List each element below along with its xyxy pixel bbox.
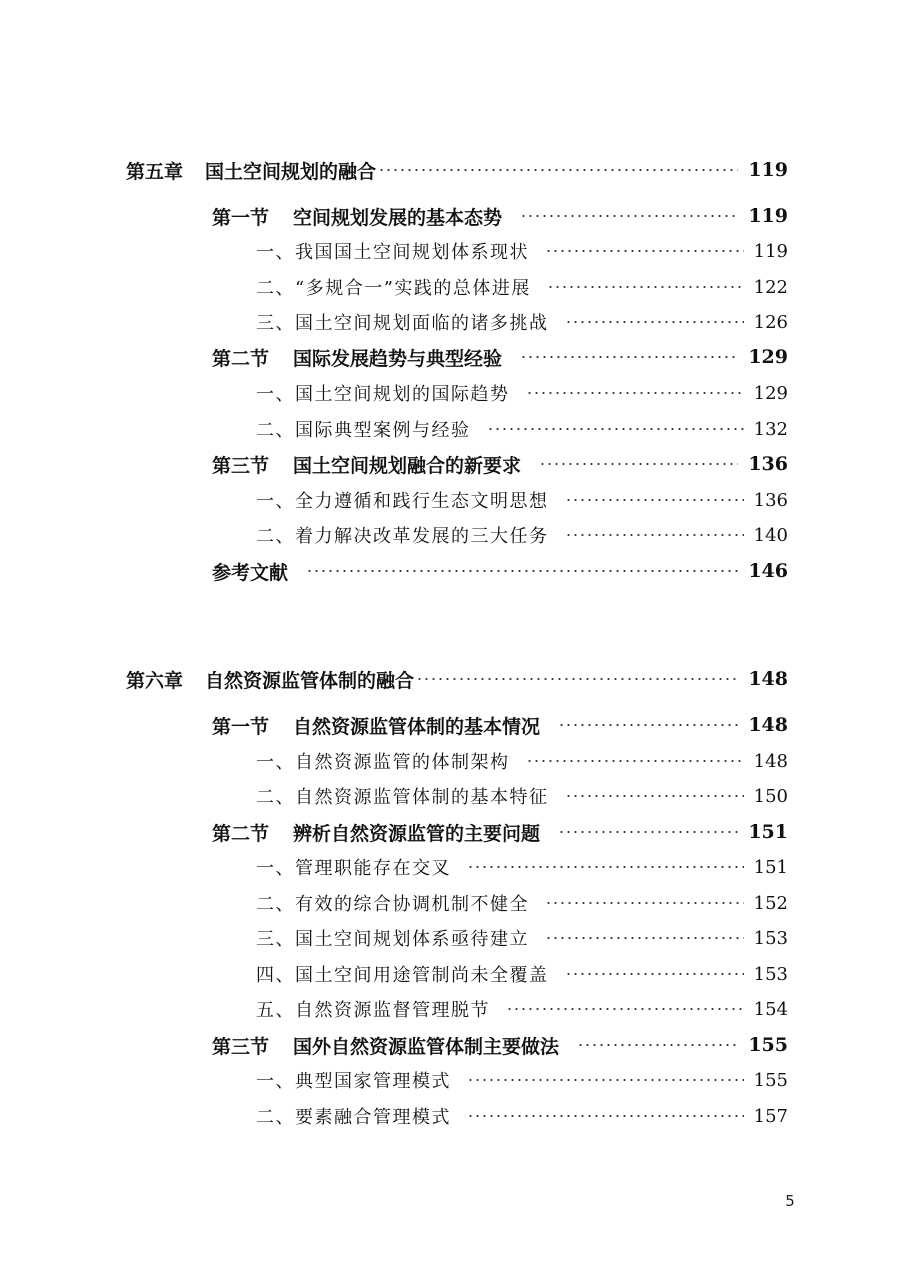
subsection-title: 三、国土空间规划面临的诸多挑战 [256, 313, 549, 334]
page-ref: 136 [753, 489, 788, 511]
dot-leader [565, 795, 744, 797]
subsection-entry[interactable] [256, 414, 788, 444]
references-title: 参考文献 [212, 561, 289, 584]
dot-leader [487, 428, 744, 430]
dot-leader [520, 215, 738, 217]
subsection-title: 三、国土空间规划体系亟待建立 [256, 929, 529, 950]
subsection-entry[interactable] [256, 994, 788, 1024]
dot-leader [545, 250, 744, 252]
subsection-title: 二、自然资源监管体制的基本特征 [256, 787, 549, 808]
dot-leader [545, 937, 744, 939]
dot-leader [416, 678, 738, 680]
section-entry-6-1[interactable] [212, 710, 788, 740]
section-entry-5-3[interactable] [212, 449, 788, 479]
dot-leader [577, 1044, 738, 1046]
page-ref: 119 [753, 240, 788, 262]
page-ref: 119 [748, 205, 788, 227]
page-ref: 146 [748, 560, 788, 582]
dot-leader [526, 760, 744, 762]
section-number: 第三节 [212, 1035, 270, 1058]
dot-leader [539, 463, 738, 465]
dot-leader [526, 392, 744, 394]
page-ref: 148 [748, 714, 788, 736]
subsection-title: 一、管理职能存在交叉 [256, 858, 451, 879]
subsection-entry[interactable] [256, 1065, 788, 1095]
page-ref: 155 [753, 1069, 788, 1091]
dot-leader [545, 902, 744, 904]
subsection-entry[interactable] [256, 959, 788, 989]
subsection-title: 一、全力遵循和践行生态文明思想 [256, 491, 549, 512]
dot-leader [306, 570, 738, 572]
chapter-title: 国土空间规划的融合 [205, 160, 377, 183]
section-number: 第二节 [212, 347, 270, 370]
section-title: 国际发展趋势与典型经验 [293, 347, 503, 370]
dot-leader [565, 321, 744, 323]
dot-leader [520, 356, 738, 358]
page-ref: 154 [753, 998, 788, 1020]
dot-leader [565, 973, 744, 975]
page-ref: 136 [748, 453, 788, 475]
subsection-entry[interactable] [256, 852, 788, 882]
page-ref: 148 [748, 668, 788, 690]
page-ref: 152 [753, 892, 788, 914]
section-number: 第一节 [212, 715, 270, 738]
subsection-title: 二、“多规合一”实践的总体进展 [256, 278, 531, 299]
page-ref: 122 [753, 276, 788, 298]
subsection-entry[interactable] [256, 1101, 788, 1131]
subsection-entry[interactable] [256, 236, 788, 266]
section-number: 第三节 [212, 454, 270, 477]
section-number: 第一节 [212, 206, 270, 229]
subsection-title: 一、典型国家管理模式 [256, 1071, 451, 1092]
dot-leader [506, 1008, 744, 1010]
subsection-entry[interactable] [256, 378, 788, 408]
dot-leader [565, 499, 744, 501]
page-ref: 150 [753, 785, 788, 807]
page-ref: 129 [753, 382, 788, 404]
dot-leader [558, 831, 738, 833]
chapter-number: 第五章 [126, 160, 184, 183]
page-ref: 157 [753, 1105, 788, 1127]
dot-leader [565, 534, 744, 536]
subsection-entry[interactable] [256, 923, 788, 953]
section-entry-5-1[interactable] [212, 201, 788, 231]
subsection-entry[interactable] [256, 272, 788, 302]
dot-leader [467, 866, 744, 868]
subsection-entry[interactable] [256, 781, 788, 811]
dot-leader [547, 286, 744, 288]
subsection-title: 二、要素融合管理模式 [256, 1107, 451, 1128]
subsection-title: 一、我国国土空间规划体系现状 [256, 242, 529, 263]
page-ref: 151 [748, 821, 788, 843]
subsection-title: 一、自然资源监管的体制架构 [256, 752, 510, 773]
page-ref: 140 [753, 524, 788, 546]
subsection-title: 五、自然资源监督管理脱节 [256, 1000, 490, 1021]
page-ref: 151 [753, 856, 788, 878]
chapter-entry-5[interactable] [126, 155, 788, 185]
dot-leader [467, 1115, 744, 1117]
section-title: 国外自然资源监管体制主要做法 [293, 1035, 560, 1058]
section-number: 第二节 [212, 822, 270, 845]
dot-leader [467, 1079, 744, 1081]
section-title: 空间规划发展的基本态势 [293, 206, 503, 229]
dot-leader [378, 169, 738, 171]
page-ref: 153 [753, 927, 788, 949]
page-ref: 119 [748, 159, 788, 181]
section-entry-6-2[interactable] [212, 817, 788, 847]
chapter-number: 第六章 [126, 669, 184, 692]
section-title: 国土空间规划融合的新要求 [293, 454, 522, 477]
page-ref: 129 [748, 346, 788, 368]
section-title: 自然资源监管体制的基本情况 [293, 715, 541, 738]
chapter-entry-6[interactable] [126, 664, 788, 694]
section-title: 辨析自然资源监管的主要问题 [293, 822, 541, 845]
page-ref: 132 [753, 418, 788, 440]
page-ref: 153 [753, 963, 788, 985]
subsection-entry[interactable] [256, 746, 788, 776]
subsection-title: 二、国际典型案例与经验 [256, 420, 471, 441]
subsection-title: 四、国土空间用途管制尚未全覆盖 [256, 965, 549, 986]
subsection-title: 二、着力解决改革发展的三大任务 [256, 526, 549, 547]
page-ref: 155 [748, 1034, 788, 1056]
page-ref: 126 [753, 311, 788, 333]
page-ref: 148 [753, 750, 788, 772]
subsection-title: 二、有效的综合协调机制不健全 [256, 894, 529, 915]
chapter-title: 自然资源监管体制的融合 [205, 669, 415, 692]
subsection-entry[interactable] [256, 888, 788, 918]
subsection-entry[interactable] [256, 307, 788, 337]
subsection-title: 一、国土空间规划的国际趋势 [256, 384, 510, 405]
subsection-entry[interactable] [256, 520, 788, 550]
page-number: 5 [785, 1192, 795, 1210]
references-entry[interactable] [212, 556, 788, 586]
section-entry-5-2[interactable] [212, 342, 788, 372]
section-entry-6-3[interactable] [212, 1030, 788, 1060]
dot-leader [558, 724, 738, 726]
subsection-entry[interactable] [256, 485, 788, 515]
